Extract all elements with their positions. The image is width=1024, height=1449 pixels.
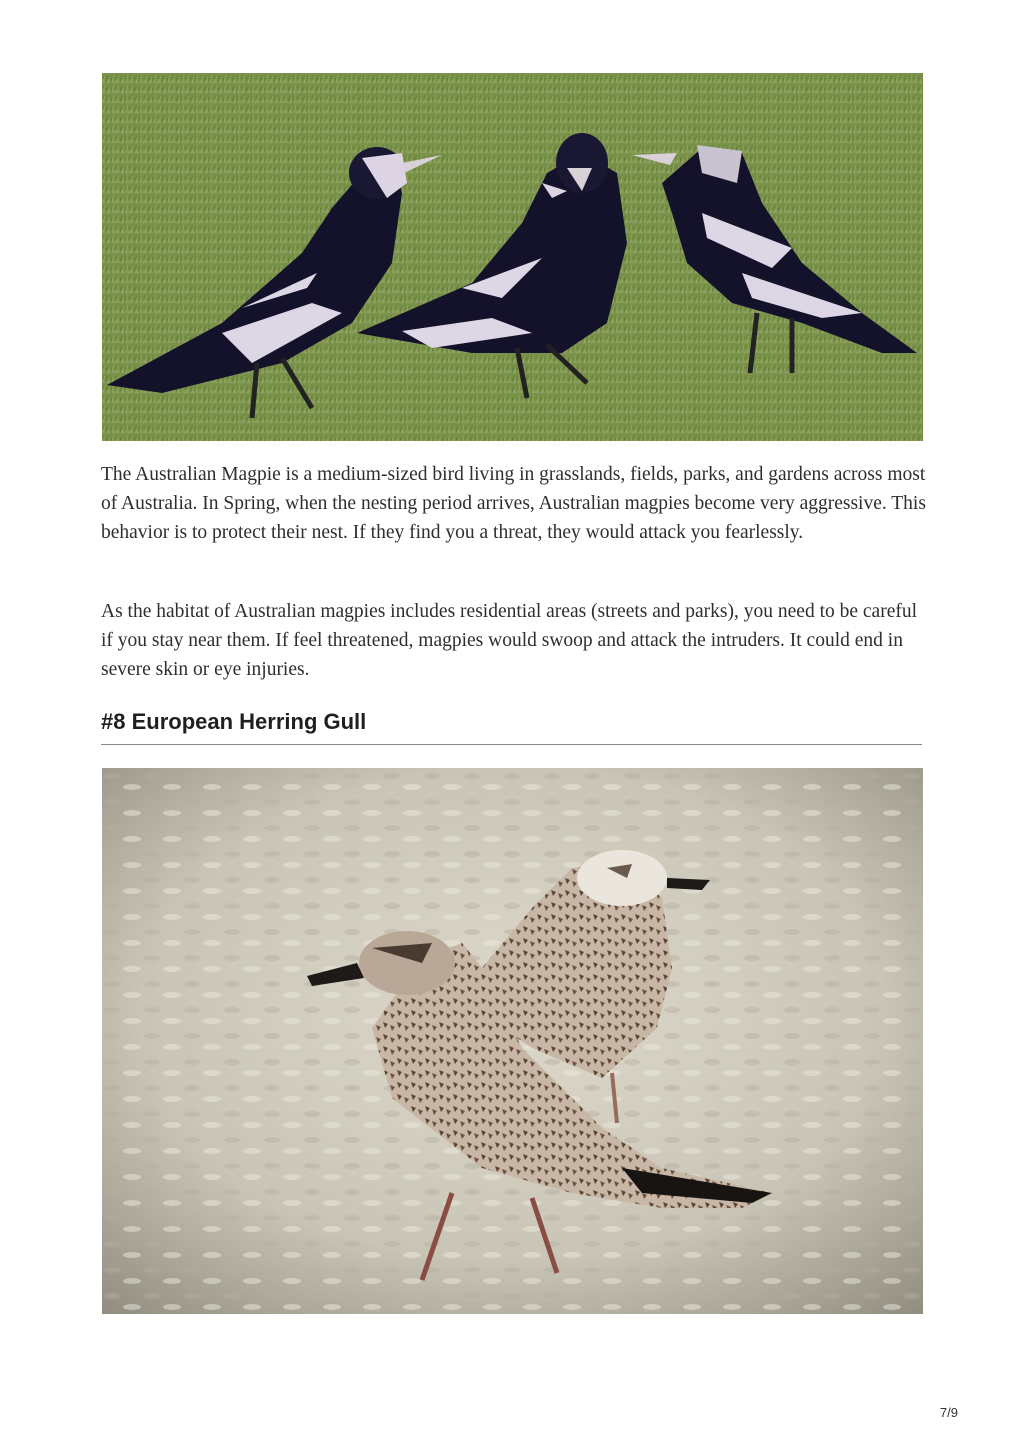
section-heading: #8 European Herring Gull: [101, 707, 922, 745]
magpie-habitat-paragraph: As the habitat of Australian magpies includes residential areas (streets and parks), you need to be careful if you stay near them. If feel threatened, magpies would swoop and attack the intruders. It could end in severe skin or eye injuries.: [101, 601, 918, 680]
magpies-photo: [102, 73, 923, 441]
magpie-description-paragraph: The Australian Magpie is a medium-sized bird living in grasslands, fields, parks, and gardens across most of Australia. In Spring, when the nesting period arrives, Australian magpies become very aggressive. This behavior is to protect their nest. If they find you a threat, they would attack you fearlessly.: [101, 464, 926, 543]
herring-gulls-photo: [102, 768, 923, 1314]
page-number: 7/9: [939, 1405, 958, 1420]
